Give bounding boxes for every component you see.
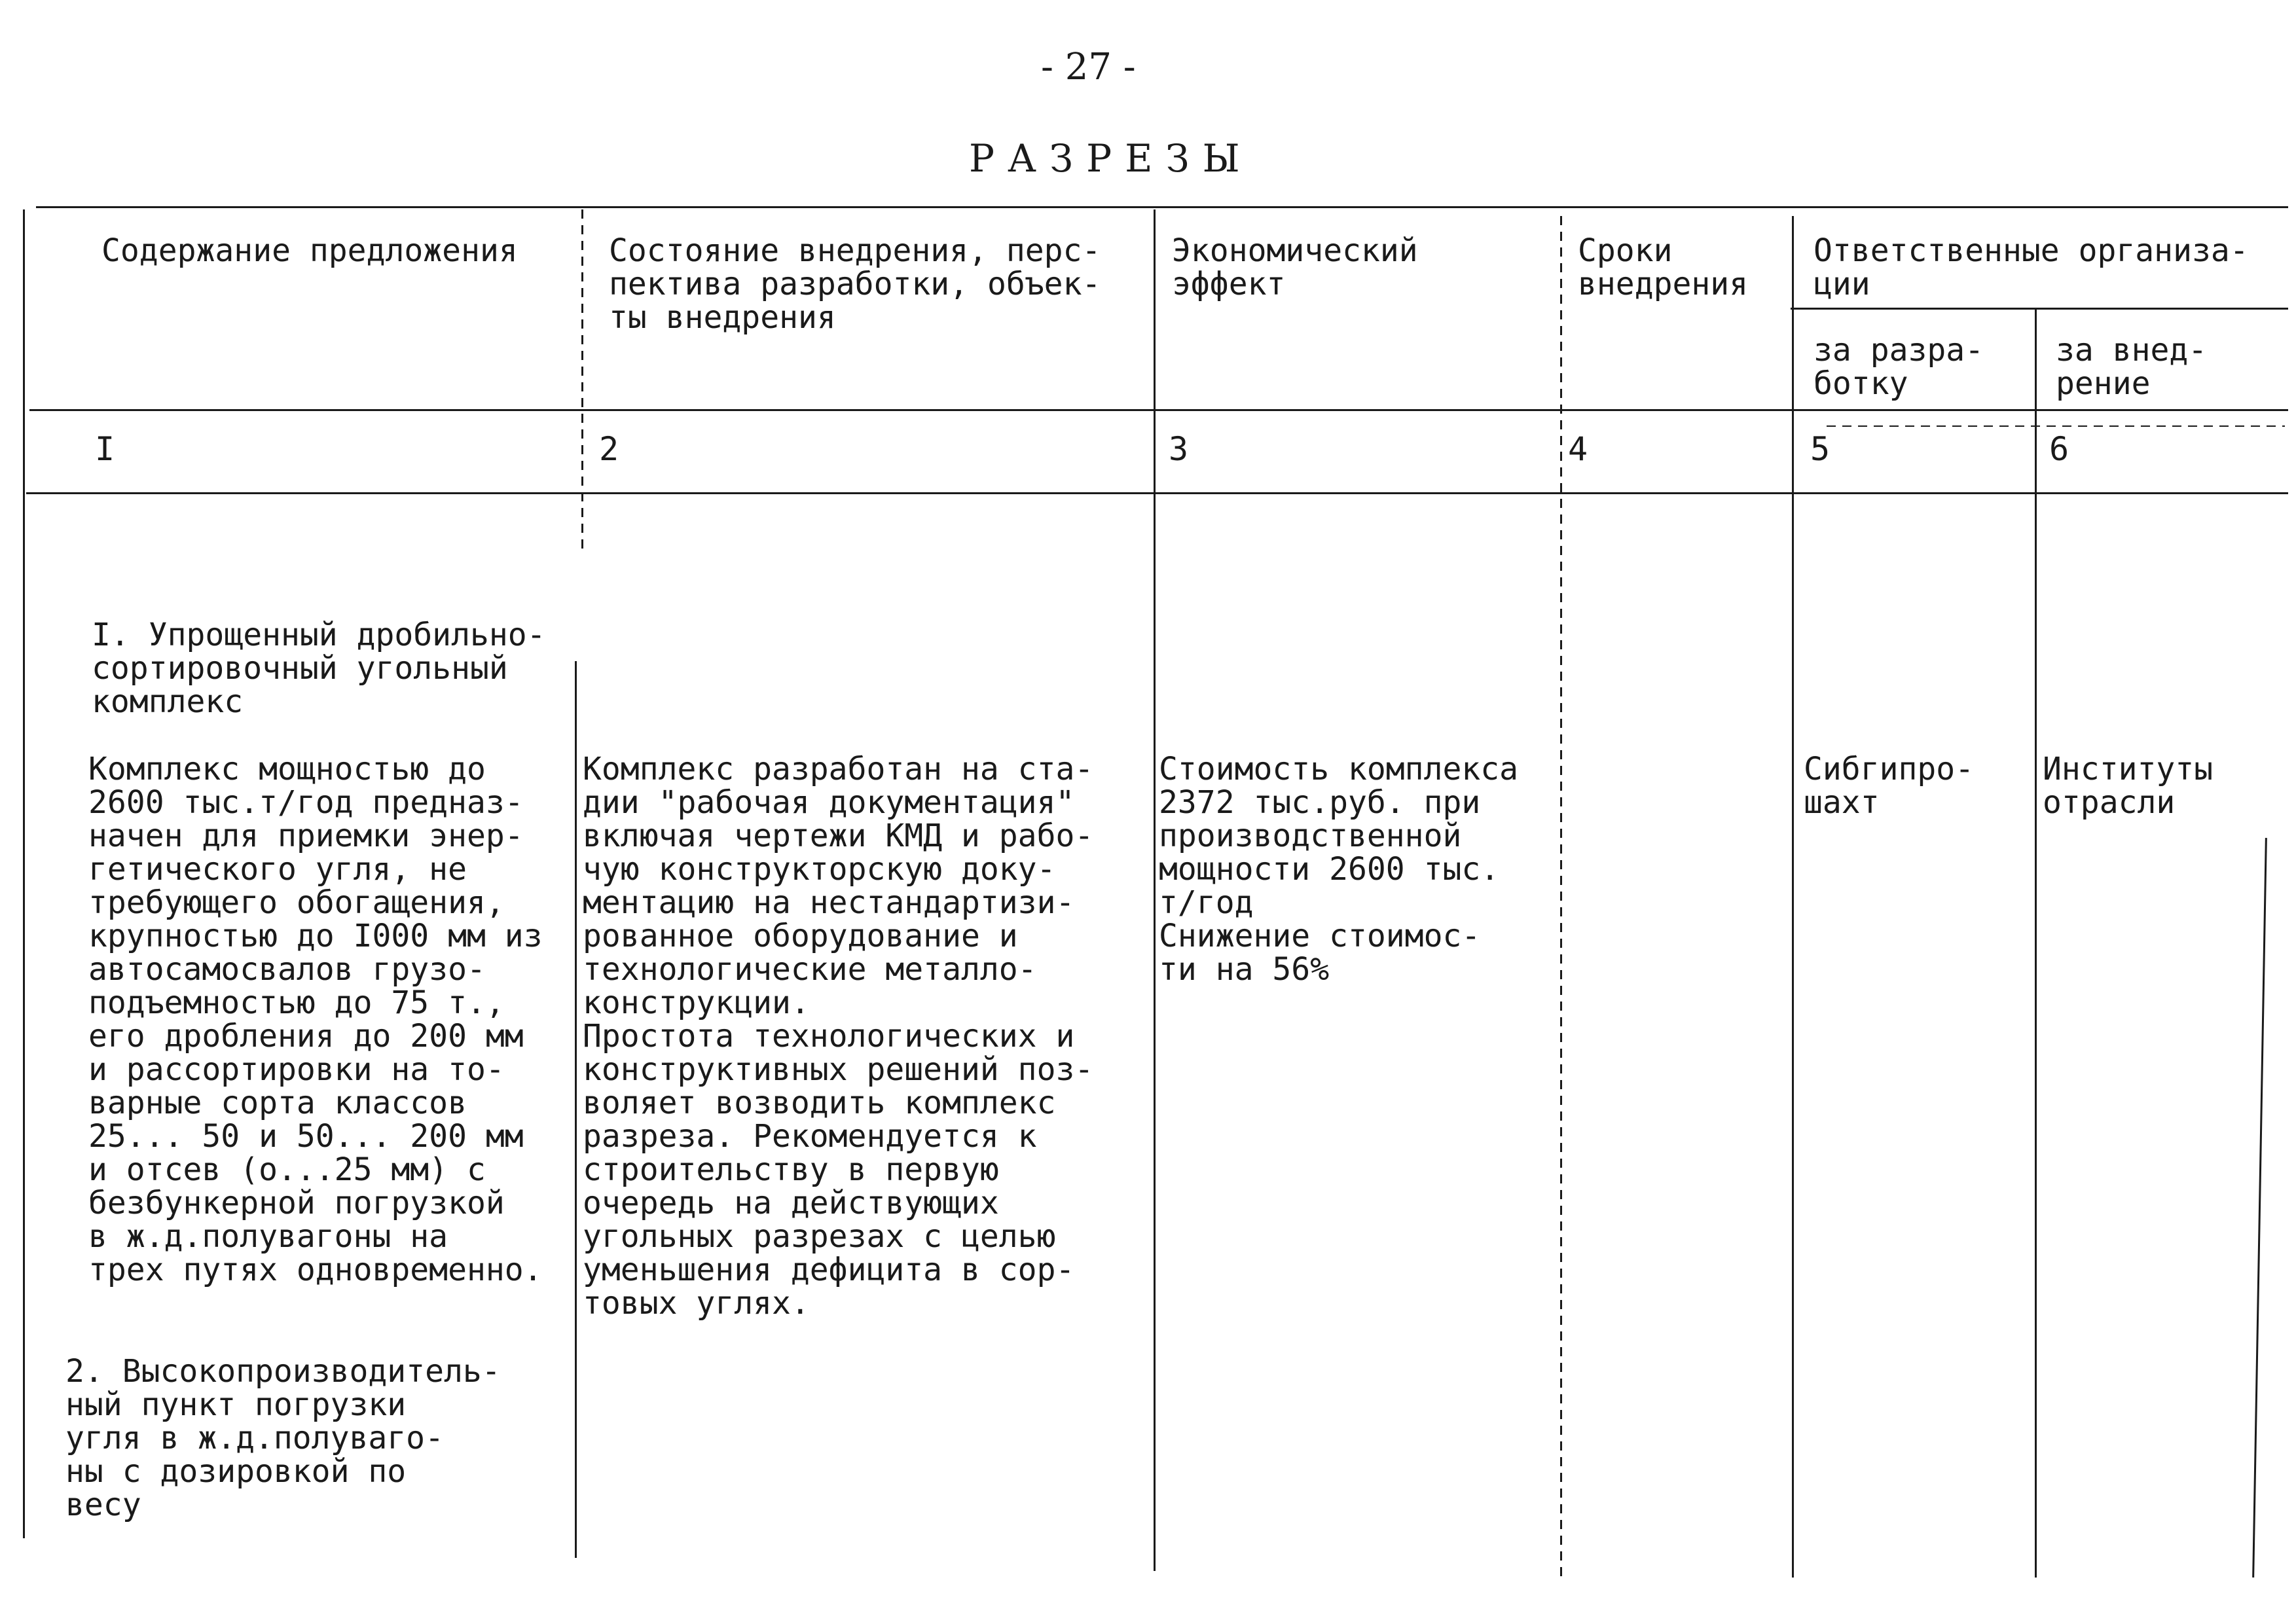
header-implementer: за внед- рение xyxy=(2056,332,2208,402)
row1-implementer: Институты отрасли xyxy=(2043,751,2214,821)
col2-divider-top xyxy=(581,209,583,550)
header-content: Содержание предложения xyxy=(101,232,518,269)
header-responsible: Ответственные организа- ции xyxy=(1813,232,2249,302)
col5-divider xyxy=(1792,216,1794,1578)
header-status: Состояние внедрения, перс- пектива разработки, объек- ты внедрения xyxy=(609,232,1101,336)
row1-status: Комплекс разработан на ста- дии "рабочая документация" включая чертежи КМД и рабо- чую конструкторскую доку- ментацию на нестандартизи- рованное оборудование и технологические металло- конструкции. Простота технологических и конструктивных решений поз- воляет возводить комплекс разреза. Рекомендуется к строительству в первую очередь на действующих угольных разрезах с целью уменьшения дефицита в сор- товых углях. xyxy=(583,751,1094,1322)
row1-item-title: I. Упрощенный дробильно- сортировочный угольный комплекс xyxy=(92,617,546,720)
right-trailing-line xyxy=(2252,838,2267,1578)
row1-economic-effect: Стоимость комплекса 2372 тыс.руб. при производственной мощности 2600 тыс. т/год Снижение стоимос- ти на 56% xyxy=(1159,751,1519,988)
header-subdivider xyxy=(1791,308,2288,310)
colnum-bottom-border xyxy=(26,492,2288,494)
col3-divider xyxy=(1154,209,1156,1571)
page-number: - 27 - xyxy=(1041,46,1136,88)
column-number-4: 4 xyxy=(1568,430,1588,468)
col6-divider xyxy=(2035,308,2037,1578)
col4-divider xyxy=(1560,216,1562,1578)
column-number-3: 3 xyxy=(1169,430,1189,468)
column-number-5: 5 xyxy=(1810,430,1831,468)
column-number-2: 2 xyxy=(599,430,619,468)
page-title: РАЗРЕЗЫ xyxy=(969,136,1253,181)
row1-description: Комплекс мощностью до 2600 тыс.т/год предназ- начен для приемки энер- гетического угля, не требующего обогащения, крупностью до I000 мм из автосамосвалов грузо- подъемностью до 75 т., его дробления до 200 мм и рассортировки на то- варные сорта классов 25... 50 и 50... 200 мм и отсев (о...25 мм) с безбункерной погрузкой в ж.д.полувагоны на трех путях одновременно. xyxy=(88,751,543,1288)
header-developer: за разра- ботку xyxy=(1813,332,1984,402)
table-top-border xyxy=(36,206,2288,208)
column-number-6: 6 xyxy=(2049,430,2069,468)
header-bottom-border xyxy=(29,409,2288,411)
left-border xyxy=(23,209,25,1538)
column-number-1: I xyxy=(95,430,115,468)
row2-item-title: 2. Высокопроизводитель- ный пункт погрузки угля в ж.д.полуваго- ны с дозировкой по весу xyxy=(65,1353,501,1523)
col2-divider xyxy=(575,661,577,1558)
colnum-dash-line xyxy=(1827,425,2285,427)
header-economic-effect: Экономический эффект xyxy=(1172,232,1418,302)
header-terms: Сроки внедрения xyxy=(1578,232,1749,302)
row1-developer: Сибгипро- шахт xyxy=(1804,751,1975,821)
